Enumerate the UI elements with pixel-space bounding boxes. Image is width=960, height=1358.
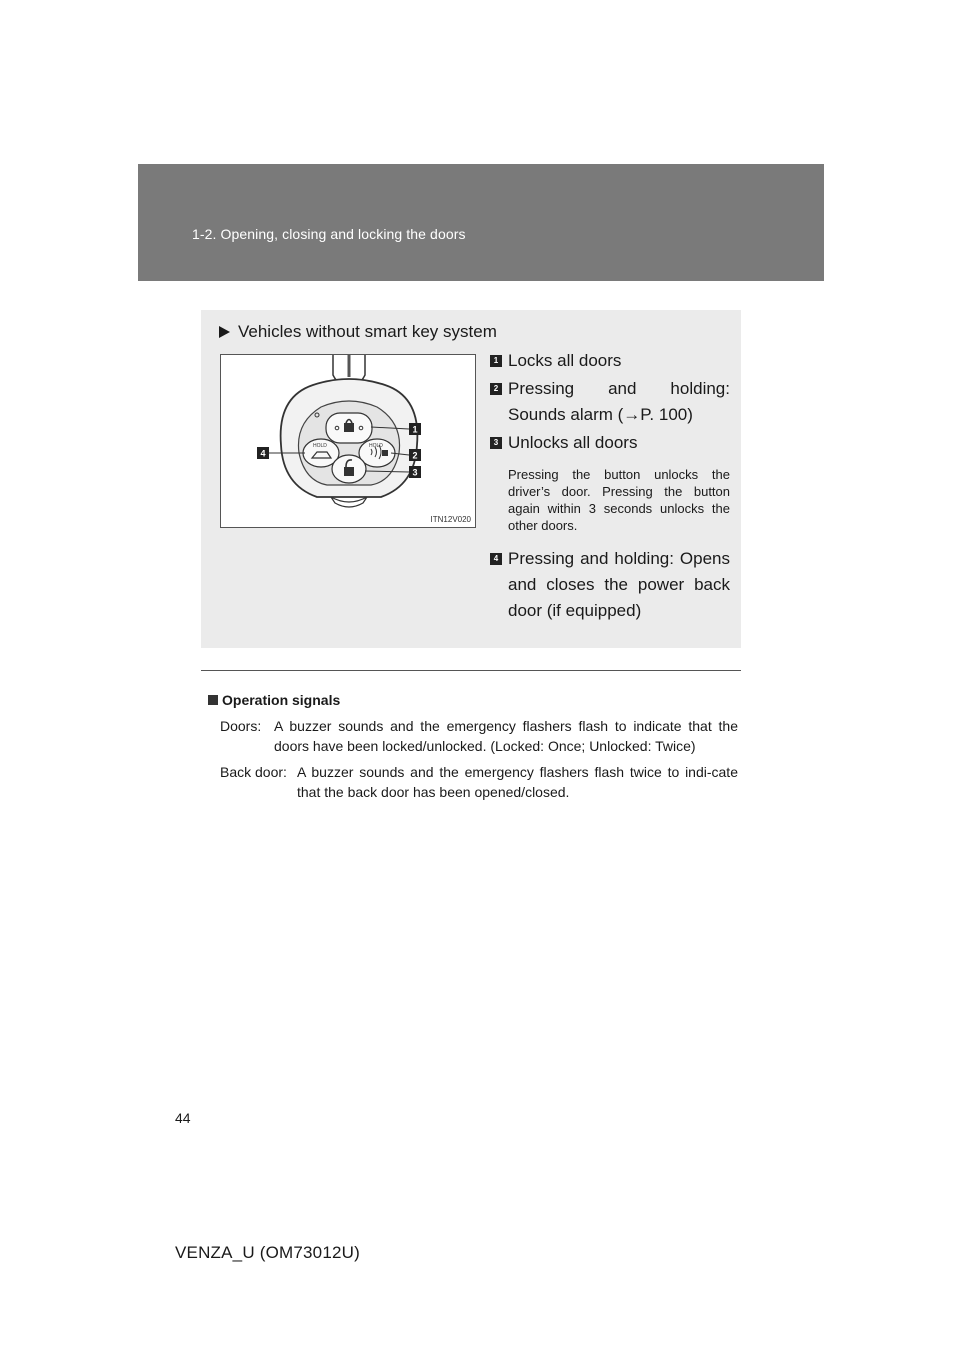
item-text: Unlocks all doors bbox=[508, 433, 638, 452]
signal-row-doors bbox=[208, 716, 738, 756]
header-band bbox=[138, 164, 824, 281]
box-heading-text: Vehicles without smart key system bbox=[238, 322, 497, 341]
item-badge: 1 bbox=[490, 355, 502, 367]
list-item bbox=[490, 348, 730, 374]
hold-label-left: HOLD bbox=[313, 443, 327, 449]
signal-desc: A buzzer sounds and the emergency flashers flash twice to indi-cate that the back door has been opened/closed. bbox=[297, 764, 738, 800]
item-text: Pressing and holding: Sounds alarm (→P. 100) bbox=[508, 379, 730, 424]
triangle-bullet-icon bbox=[219, 326, 230, 338]
key-fob-drawing bbox=[221, 355, 475, 527]
illustration-code: ITN12V020 bbox=[430, 515, 471, 524]
key-fob-illustration bbox=[220, 354, 476, 528]
signal-desc: A buzzer sounds and the emergency flashers flash to indicate that the doors have been locked/unlocked. (Locked: Once; Unlocked: Twice) bbox=[274, 718, 738, 754]
signal-row-back-door bbox=[208, 762, 738, 802]
callout-3: 3 bbox=[412, 467, 418, 478]
square-bullet-icon bbox=[208, 695, 218, 705]
hold-label-right: HOLD bbox=[369, 443, 383, 449]
item-list bbox=[490, 348, 730, 626]
callout-4: 4 bbox=[260, 448, 266, 459]
key-info-box bbox=[201, 310, 741, 648]
item-badge: 4 bbox=[490, 553, 502, 565]
divider bbox=[201, 670, 741, 671]
list-item bbox=[490, 430, 730, 456]
callout-1: 1 bbox=[412, 424, 418, 435]
item-note: Pressing the button unlocks the driver’s door. Pressing the button again within 3 seconds unlocks the other doors. bbox=[508, 467, 730, 533]
section-title: 1-2. Opening, closing and locking the doors bbox=[192, 226, 466, 242]
box-heading bbox=[219, 322, 497, 342]
list-item bbox=[490, 376, 730, 428]
operation-heading bbox=[208, 690, 738, 710]
item-badge: 2 bbox=[490, 383, 502, 395]
signal-label: Back door: bbox=[220, 764, 287, 780]
callout-2: 2 bbox=[412, 450, 418, 461]
operation-signals-section bbox=[208, 690, 738, 808]
item-text: Locks all doors bbox=[508, 351, 622, 370]
item-text: Pressing and holding: Opens and closes the power back door (if equipped) bbox=[508, 549, 730, 620]
page-number: 44 bbox=[175, 1110, 191, 1126]
list-item bbox=[490, 546, 730, 624]
item-badge: 3 bbox=[490, 437, 502, 449]
manual-code: VENZA_U (OM73012U) bbox=[175, 1243, 360, 1262]
signal-label: Doors: bbox=[220, 718, 262, 734]
operation-heading-text: Operation signals bbox=[222, 692, 341, 708]
